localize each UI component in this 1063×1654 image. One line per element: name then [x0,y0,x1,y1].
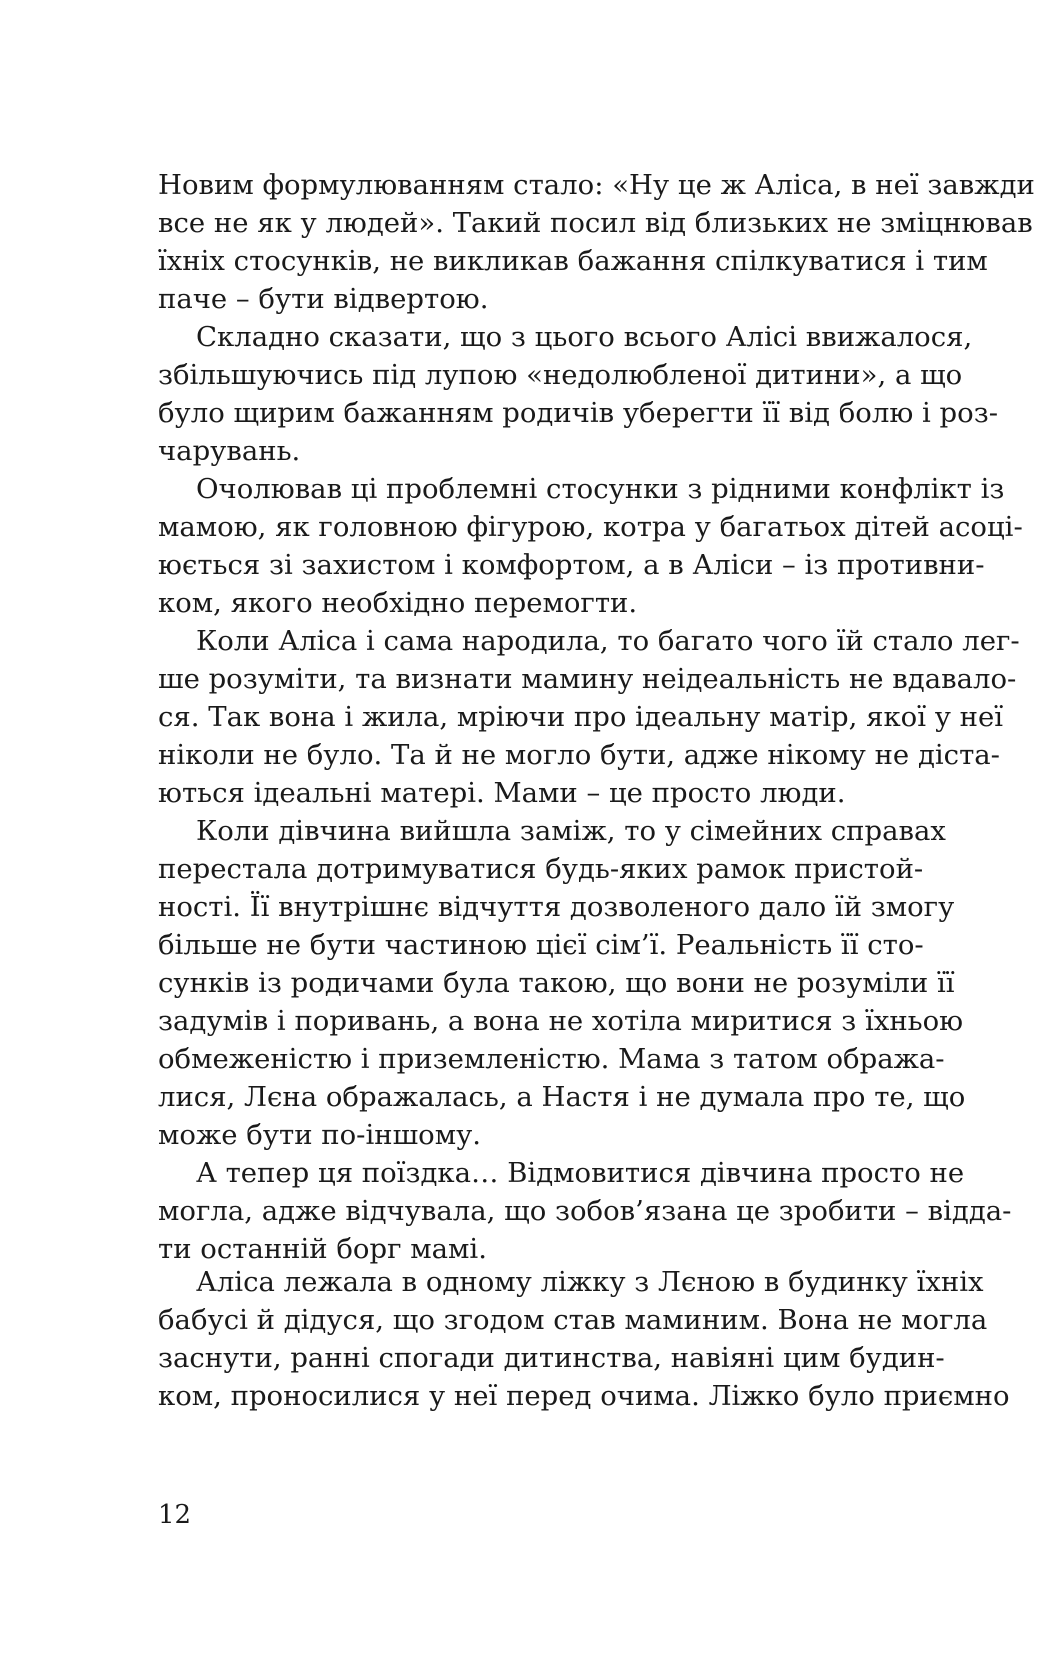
text-line: сунків із родичами була такою, що вони не розуміли її [158,967,955,999]
text-line: чарувань. [158,435,301,467]
text-line: може бути по-іншому. [158,1119,482,1151]
text-line: заснути, ранні спогади дитинства, навіяні цим будин- [158,1342,945,1374]
text-line: Коли Аліса і сама народила, то багато чого їй стало лег- [196,625,1020,657]
text-line: ються ідеальні матері. Мами – це просто люди. [158,777,846,809]
text-line: більше не бути частиною цієї сім’ї. Реальність її сто- [158,929,924,961]
text-line: збільшуючись під лупою «недолюбленої дитини», а що [158,359,963,391]
text-line: юється зі захистом і комфортом, а в Аліси – із противни- [158,549,985,581]
text-line: ти останній борг мамі. [158,1233,487,1265]
text-line: ком, проносилися у неї перед очима. Ліжко було приємно [158,1380,1010,1412]
text-line: могла, адже відчувала, що зобов’язана це зробити – відда- [158,1195,1012,1227]
text-line: ніколи не було. Та й не могло бути, адже нікому не діста- [158,739,1000,771]
text-line: перестала дотримуватися будь-яких рамок пристой- [158,853,924,885]
text-line: було щирим бажанням родичів уберегти її від болю і роз- [158,397,998,429]
text-line: обмеженістю і приземленістю. Мама з татом обража- [158,1043,945,1075]
text-line: їхніх стосунків, не викликав бажання спілкуватися і тим [158,245,988,277]
text-line: мамою, як головною фігурою, котра у багатьох дітей асоці- [158,511,1023,543]
text-block-2 [158,1263,1010,1415]
page-number: 12 [158,1500,192,1530]
text-line: ності. Її внутрішнє відчуття дозволеного дало їй змогу [158,891,955,923]
text-line: паче – бути відвертою. [158,283,489,315]
text-line: Складно сказати, що з цього всього Алісі ввижалося, [196,321,973,353]
text-line: бабусі й дідуся, що згодом став маминим. Вона не могла [158,1304,988,1336]
text-line: ком, якого необхідно перемогти. [158,587,638,619]
text-line: ше розуміти, та визнати мамину неідеальність не вдавало- [158,663,1017,695]
text-line: Коли дівчина вийшла заміж, то у сімейних справах [196,815,946,847]
text-line: Новим формулюванням стало: «Ну це ж Аліса, в неї завжди [158,169,1035,201]
text-block-1 [158,166,1035,1268]
text-line: ся. Так вона і жила, мріючи про ідеальну матір, якої у неї [158,701,1004,733]
text-line: А тепер ця поїздка… Відмовитися дівчина просто не [196,1157,965,1189]
text-line: Очолював ці проблемні стосунки з рідними конфлікт із [196,473,1005,505]
text-line: задумів і поривань, а вона не хотіла миритися з їхньою [158,1005,964,1037]
text-line: лися, Лєна ображалась, а Настя і не думала про те, що [158,1081,966,1113]
text-line: Аліса лежала в одному ліжку з Лєною в будинку їхніх [196,1266,984,1298]
text-line: все не як у людей». Такий посил від близьких не зміцнював [158,207,1033,239]
